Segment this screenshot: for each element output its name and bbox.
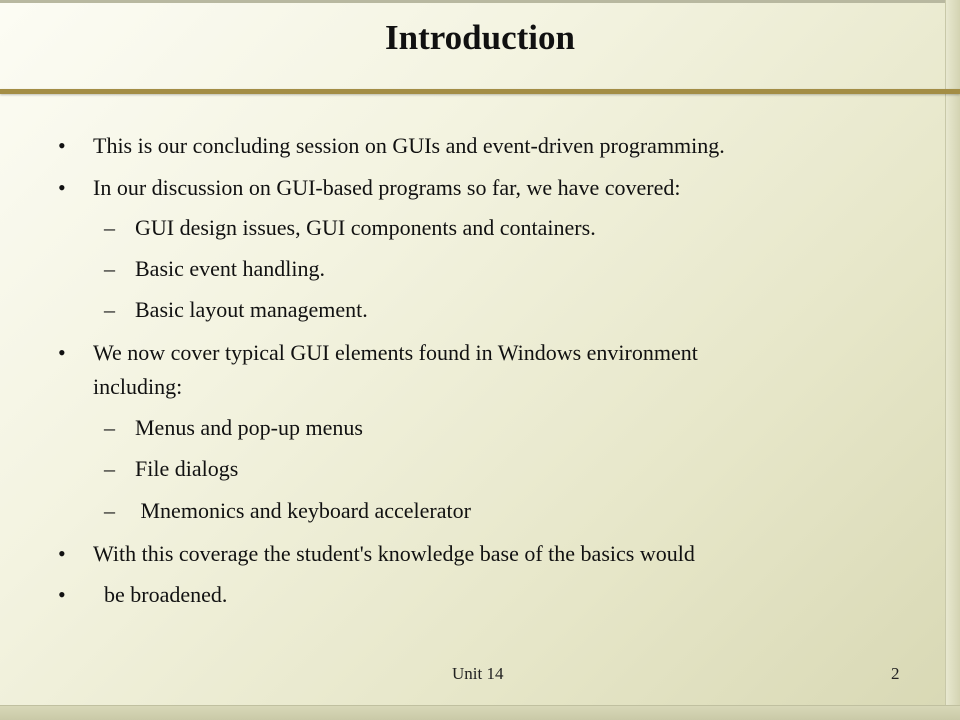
- list-item-text: This is our concluding session on GUIs and event-driven programming.: [93, 133, 725, 158]
- list-item-text: including:: [93, 374, 183, 399]
- footer-unit-label: Unit 14: [452, 664, 504, 683]
- bullet-icon: •: [58, 133, 66, 158]
- list-item-text: With this coverage the student's knowledge base of the basics would: [93, 541, 695, 566]
- dash-icon: –: [104, 498, 115, 523]
- bullet-icon: •: [58, 340, 66, 365]
- top-border: [0, 0, 960, 3]
- dash-icon: –: [104, 456, 115, 481]
- title-divider: [0, 89, 960, 94]
- list-item-text: We now cover typical GUI elements found in Windows environment: [93, 340, 698, 365]
- sub-list-item-text: Basic event handling.: [135, 256, 326, 281]
- dash-icon: –: [104, 256, 115, 281]
- bullet-icon: •: [58, 582, 66, 607]
- bullet-icon: •: [58, 175, 66, 200]
- page-number: 2: [891, 664, 900, 683]
- bottom-border: [0, 705, 960, 720]
- sub-list-item-text: Basic layout management.: [135, 297, 368, 322]
- list-item-text: be broadened.: [93, 582, 228, 607]
- list-item-text: In our discussion on GUI-based programs so far, we have covered:: [93, 175, 681, 200]
- dash-icon: –: [104, 215, 115, 240]
- bullet-icon: •: [58, 541, 66, 566]
- sub-list-item-text: Mnemonics and keyboard accelerator: [135, 498, 471, 523]
- sub-list-item-text: File dialogs: [135, 456, 239, 481]
- sub-list-item-text: GUI design issues, GUI components and containers.: [135, 215, 596, 240]
- slide-title: Introduction: [385, 18, 575, 57]
- dash-icon: –: [104, 415, 115, 440]
- right-border: [945, 0, 960, 720]
- dash-icon: –: [104, 297, 115, 322]
- sub-list-item-text: Menus and pop-up menus: [135, 415, 363, 440]
